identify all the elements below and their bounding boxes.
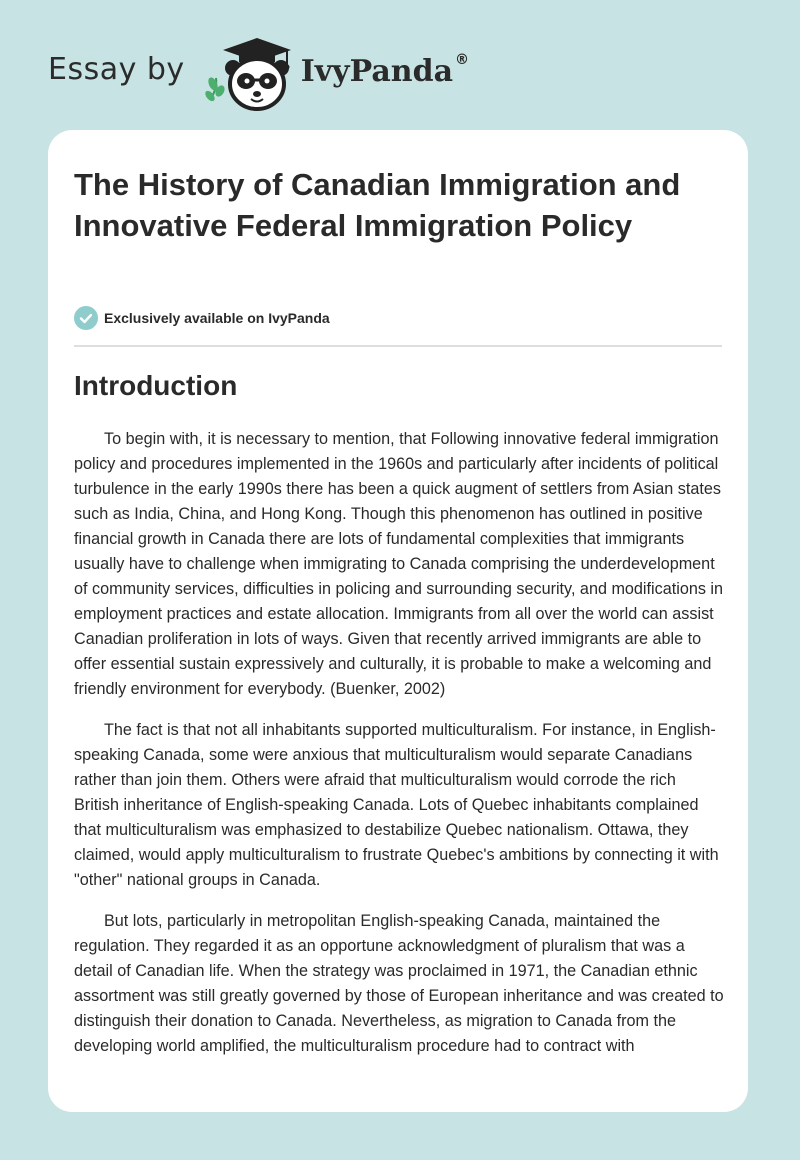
essay-title: The History of Canadian Immigration and Innovative Federal Immigration Policy xyxy=(74,167,681,243)
brand-name[interactable]: IvyPanda ® xyxy=(300,51,470,89)
essay-card xyxy=(48,130,748,1112)
paragraph: To begin with, it is necessary to mention, that Following innovative federal immigration policy and procedures implemented in the 1960s and particularly after incidents of political turbulence in the early 1990s there has been a quick augment of settlers from Asian states such as India, China, and Hong Kong. Though this phenomenon has outlined in positive financial growth in Canada there are lots of fundamental complexities that immigrants usually have to challenge when immigrating to Canada comprising the underdevelopment of community services, difficulties in policing and surrounding security, and modifications in employment practices and estate allocation. Immigrants from all over the world can assist Canadian proliferation in lots of ways. Given that recently arrived immigrants are able to offer essential sustain expressively and culturally, it is probable to make a welcoming and friendly environment for everybody. (Buenker, 2002) xyxy=(74,430,724,698)
essay-body xyxy=(74,427,724,1075)
panda-logo-icon[interactable] xyxy=(201,36,297,112)
exclusive-badge-label: Exclusively available on IvyPanda xyxy=(104,310,330,326)
site-header xyxy=(48,36,469,112)
paragraph: But lots, particularly in metropolitan English-speaking Canada, maintained the regulation. They regarded it as an opportune acknowledgment of pluralism that was a detail of Canadian life. When the strategy was proclaimed in 1971, the Canadian ethnic assortment was still greatly governed by those of European inheritance and was created to distinguish their donation to Canada. Nevertheless, as migration to Canada from the developing world amplified, the multiculturalism procedure had to contract with xyxy=(74,912,724,1055)
paragraph: The fact is that not all inhabitants supported multiculturalism. For instance, in English-speaking Canada, some were anxious that multiculturalism would separate Canadians rather than join them. Others were afraid that multiculturalism would corrode the rich British inheritance of English-speaking Canada. Lots of Quebec inhabitants complained that multiculturalism was emphasized to destabilize Quebec nationalism. Ottawa, they claimed, would apply multiculturalism to frustrate Quebec's ambitions by connecting it with "other" national groups in Canada. xyxy=(74,721,719,889)
exclusive-badge xyxy=(74,306,330,330)
check-circle-icon xyxy=(74,306,98,330)
title-divider xyxy=(74,345,722,347)
section-heading: Introduction xyxy=(74,370,238,401)
registered-mark: ® xyxy=(455,51,470,68)
essay-by-label: Essay by xyxy=(48,51,185,87)
